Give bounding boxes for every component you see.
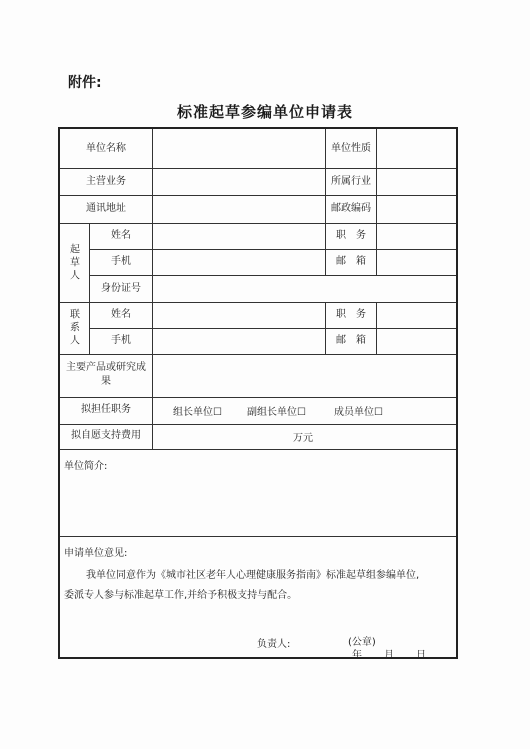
label-industry: 所属行业	[331, 176, 371, 187]
label-unit-intro: 单位简介:	[64, 461, 108, 472]
label-drafter-phone: 手机	[111, 256, 131, 267]
label-unit-nature: 单位性质	[331, 143, 371, 154]
label-role: 拟担任职务	[81, 404, 131, 415]
date-year: 年	[352, 650, 362, 661]
label-contact-name: 姓名	[111, 309, 131, 320]
label-main-business: 主营业务	[86, 176, 126, 187]
label-drafter-position: 职 务	[336, 230, 366, 241]
date-month: 月	[384, 650, 394, 661]
label-contact-email: 邮 箱	[336, 335, 366, 346]
opinion-line-2: 委派专人参与标准起草工作,并给予积极支持与配合。	[64, 590, 298, 601]
label-products: 主要产品或研究成果	[66, 362, 146, 387]
label-contact-group: 联系人	[70, 309, 80, 347]
label-postcode: 邮政编码	[331, 203, 371, 214]
label-funding: 拟自愿支持费用	[71, 430, 141, 441]
label-contact-phone: 手机	[111, 335, 131, 346]
label-contact-position: 职 务	[336, 309, 366, 320]
signer-label: 负责人:	[257, 639, 291, 650]
label-address: 通讯地址	[86, 203, 126, 214]
label-drafter-name: 姓名	[111, 230, 131, 241]
label-drafter-id: 身份证号	[101, 283, 141, 294]
label-unit-name: 单位名称	[86, 143, 126, 154]
seal-label: (公章)	[348, 637, 376, 648]
checkbox-role-member[interactable]: 成员单位☐	[334, 407, 383, 418]
funding-unit: 万元	[293, 433, 313, 444]
label-drafter-email: 邮 箱	[336, 256, 366, 267]
checkbox-role-leader[interactable]: 组长单位☐	[173, 407, 222, 418]
label-drafter-group: 起草人	[70, 244, 80, 282]
date-day: 日	[416, 650, 426, 661]
opinion-line-1: 我单位同意作为《城市社区老年人心理健康服务指南》标准起草组参编单位,	[86, 570, 420, 581]
form-title: 标准起草参编单位申请表	[176, 103, 353, 121]
label-opinion: 申请单位意见:	[64, 548, 128, 559]
attachment-label: 附件:	[68, 75, 102, 91]
application-form-table	[58, 127, 458, 659]
checkbox-role-deputy[interactable]: 副组长单位☐	[247, 407, 306, 418]
